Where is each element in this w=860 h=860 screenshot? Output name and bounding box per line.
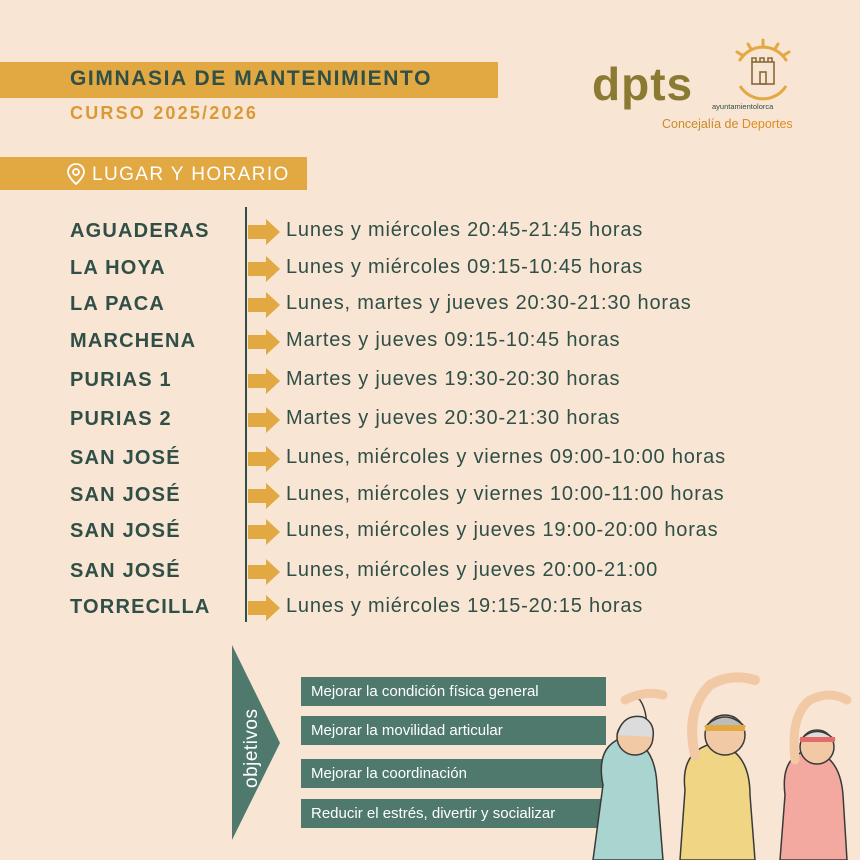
arrow-right-icon (248, 519, 280, 545)
schedule-row (0, 404, 860, 434)
location-name: AGUADERAS (70, 220, 210, 242)
section-title: LUGAR Y HORARIO (92, 164, 290, 185)
arrow-right-icon (248, 329, 280, 355)
logo-brand: dpts (592, 58, 694, 110)
location-name: LA HOYA (70, 257, 166, 279)
castle-icon (752, 58, 774, 84)
person-1-figure (593, 693, 663, 860)
location-name: SAN JOSÉ (70, 484, 181, 506)
logo-small-text: ayuntamientolorca (712, 102, 774, 111)
objective-item: Mejorar la movilidad articular (301, 716, 606, 745)
page-title: GIMNASIA DE MANTENIMIENTO (70, 67, 433, 90)
schedule-row (0, 443, 860, 473)
location-name: TORRECILLA (70, 596, 211, 618)
location-name: LA PACA (70, 293, 166, 315)
people-stretching-illustration (585, 655, 860, 860)
schedule-time: Lunes, miércoles y jueves 19:00-20:00 horas (286, 519, 719, 541)
objective-item: Mejorar la condición física general (301, 677, 606, 706)
location-pin-icon (66, 162, 86, 186)
schedule-row (0, 253, 860, 283)
schedule-row (0, 365, 860, 395)
dpts-logo (590, 38, 805, 133)
person-3-figure (780, 695, 847, 860)
location-name: PURIAS 1 (70, 369, 172, 391)
svg-text:Concejalía de Deportes (662, 117, 793, 131)
schedule-row (0, 516, 860, 546)
arrow-right-icon (248, 219, 280, 245)
logo-department-highlight: Deportes (741, 117, 793, 131)
objectives-label-text: objetivos (241, 708, 262, 788)
schedule-time: Martes y jueves 09:15-10:45 horas (286, 329, 621, 351)
arrow-right-icon (248, 407, 280, 433)
schedule-row (0, 592, 860, 622)
location-name: MARCHENA (70, 330, 197, 352)
arrow-right-icon (248, 368, 280, 394)
arrow-right-icon (248, 559, 280, 585)
location-name: SAN JOSÉ (70, 520, 181, 542)
objectives-label (232, 700, 266, 790)
schedule-row (0, 289, 860, 319)
person-2-figure (680, 677, 755, 860)
page-subtitle: CURSO 2025/2026 (70, 103, 259, 123)
schedule-time: Lunes y miércoles 20:45-21:45 horas (286, 219, 644, 241)
objective-item: Mejorar la coordinación (301, 759, 606, 788)
sun-icon (737, 40, 789, 60)
arrow-right-icon (248, 595, 280, 621)
schedule-time: Lunes y miércoles 19:15-20:15 horas (286, 595, 644, 617)
schedule-time: Lunes, miércoles y viernes 09:00-10:00 horas (286, 446, 726, 468)
location-name: PURIAS 2 (70, 408, 172, 430)
schedule-row (0, 556, 860, 586)
schedule-time: Lunes, miércoles y jueves 20:00-21:00 (286, 559, 659, 581)
location-name: SAN JOSÉ (70, 447, 181, 469)
schedule-time: Lunes, miércoles y viernes 10:00-11:00 horas (286, 483, 725, 505)
arrow-right-icon (248, 446, 280, 472)
schedule-time: Lunes y miércoles 09:15-10:45 horas (286, 256, 644, 278)
location-name: SAN JOSÉ (70, 560, 181, 582)
schedule-time: Martes y jueves 20:30-21:30 horas (286, 407, 621, 429)
arrow-right-icon (248, 256, 280, 282)
schedule-row (0, 326, 860, 356)
schedule-time: Martes y jueves 19:30-20:30 horas (286, 368, 621, 390)
objective-item: Reducir el estrés, divertir y socializar (301, 799, 606, 828)
logo-department-prefix: Concejalía de (662, 117, 742, 131)
schedule-time: Lunes, martes y jueves 20:30-21:30 horas (286, 292, 692, 314)
arrow-right-icon (248, 292, 280, 318)
arrow-right-icon (248, 483, 280, 509)
schedule-row (0, 216, 860, 246)
schedule-row (0, 480, 860, 510)
